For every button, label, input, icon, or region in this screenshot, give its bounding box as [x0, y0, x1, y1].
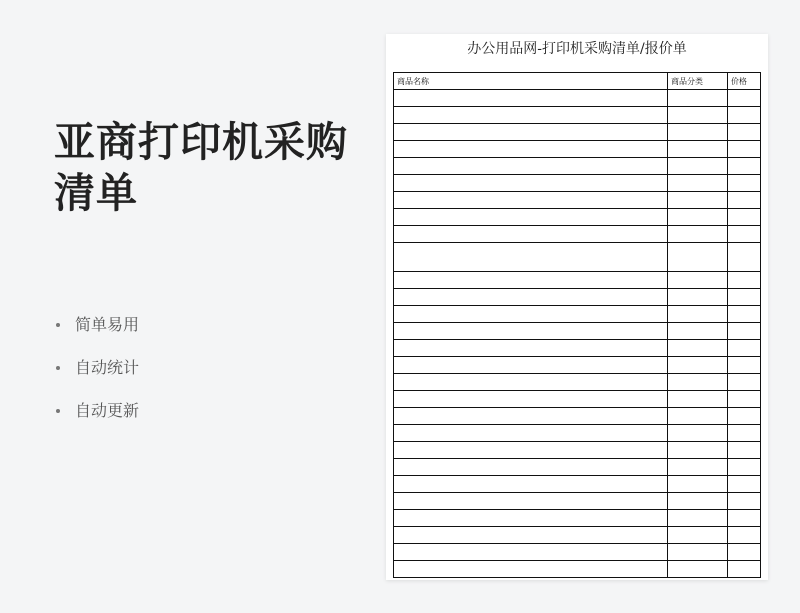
price-cell	[728, 391, 761, 408]
category-cell	[668, 107, 728, 124]
table-row	[394, 158, 761, 175]
product-name-cell	[394, 192, 668, 209]
category-cell	[668, 306, 728, 323]
product-name-cell	[394, 272, 668, 289]
price-cell	[728, 510, 761, 527]
price-cell	[728, 493, 761, 510]
table-row	[394, 107, 761, 124]
product-name-cell	[394, 476, 668, 493]
product-name-cell	[394, 527, 668, 544]
category-cell	[668, 124, 728, 141]
price-cell	[728, 340, 761, 357]
table-row	[394, 90, 761, 107]
product-name-cell	[394, 175, 668, 192]
table-row	[394, 226, 761, 243]
table-row	[394, 493, 761, 510]
table-row	[394, 192, 761, 209]
product-name-cell	[394, 391, 668, 408]
table-row	[394, 391, 761, 408]
table-row	[394, 323, 761, 340]
table-row	[394, 357, 761, 374]
feature-item	[54, 399, 139, 442]
price-cell	[728, 527, 761, 544]
price-cell	[728, 209, 761, 226]
product-name-cell	[394, 357, 668, 374]
sheet-title: 办公用品网-打印机采购清单/报价单	[467, 41, 687, 57]
column-header-price: 价格	[728, 73, 761, 90]
product-name-cell	[394, 306, 668, 323]
category-cell	[668, 510, 728, 527]
price-cell	[728, 226, 761, 243]
price-cell	[728, 323, 761, 340]
category-cell	[668, 544, 728, 561]
product-name-cell	[394, 124, 668, 141]
table-row	[394, 408, 761, 425]
category-cell	[668, 561, 728, 578]
category-cell	[668, 391, 728, 408]
feature-list	[54, 313, 139, 442]
category-cell	[668, 323, 728, 340]
table-row	[394, 459, 761, 476]
table-row	[394, 561, 761, 578]
category-cell	[668, 90, 728, 107]
price-cell	[728, 442, 761, 459]
table-row	[394, 209, 761, 226]
product-name-cell	[394, 243, 668, 272]
product-name-cell	[394, 442, 668, 459]
feature-label: 自动更新	[75, 401, 140, 420]
category-cell	[668, 272, 728, 289]
feature-item	[54, 313, 139, 356]
category-cell	[668, 289, 728, 306]
price-cell	[728, 243, 761, 272]
price-cell	[728, 306, 761, 323]
table-row	[394, 425, 761, 442]
price-cell	[728, 374, 761, 391]
price-cell	[728, 561, 761, 578]
table-row	[394, 476, 761, 493]
product-name-cell	[394, 340, 668, 357]
category-cell	[668, 493, 728, 510]
table-row	[394, 527, 761, 544]
price-cell	[728, 459, 761, 476]
product-name-cell	[394, 289, 668, 306]
price-cell	[728, 192, 761, 209]
category-cell	[668, 357, 728, 374]
table-row	[394, 141, 761, 158]
price-cell	[728, 425, 761, 442]
bullet-icon	[56, 366, 60, 370]
product-name-cell	[394, 90, 668, 107]
table-row	[394, 306, 761, 323]
feature-label: 自动统计	[75, 358, 140, 377]
feature-label: 简单易用	[75, 315, 140, 334]
product-name-cell	[394, 323, 668, 340]
table-row	[394, 544, 761, 561]
price-cell	[728, 175, 761, 192]
price-cell	[728, 476, 761, 493]
category-cell	[668, 158, 728, 175]
category-cell	[668, 141, 728, 158]
table-row	[394, 175, 761, 192]
page-headline: 亚商打印机采购清单	[54, 118, 348, 217]
category-cell	[668, 340, 728, 357]
product-name-cell	[394, 544, 668, 561]
price-cell	[728, 544, 761, 561]
product-name-cell	[394, 141, 668, 158]
category-cell	[668, 226, 728, 243]
product-name-cell	[394, 561, 668, 578]
price-cell	[728, 107, 761, 124]
product-name-cell	[394, 374, 668, 391]
category-cell	[668, 408, 728, 425]
table-row	[394, 272, 761, 289]
spreadsheet-preview	[386, 34, 768, 580]
column-header-category: 商品分类	[668, 73, 728, 90]
product-name-cell	[394, 107, 668, 124]
category-cell	[668, 527, 728, 544]
purchase-table	[393, 72, 761, 578]
category-cell	[668, 175, 728, 192]
product-name-cell	[394, 425, 668, 442]
category-cell	[668, 442, 728, 459]
product-name-cell	[394, 209, 668, 226]
table-row	[394, 442, 761, 459]
price-cell	[728, 408, 761, 425]
price-cell	[728, 90, 761, 107]
category-cell	[668, 425, 728, 442]
price-cell	[728, 141, 761, 158]
table-body	[394, 90, 761, 578]
bullet-icon	[56, 323, 60, 327]
product-name-cell	[394, 158, 668, 175]
feature-item	[54, 356, 139, 399]
column-header-product-name: 商品名称	[394, 73, 668, 90]
category-cell	[668, 243, 728, 272]
product-name-cell	[394, 459, 668, 476]
table-row	[394, 374, 761, 391]
table-row	[394, 243, 761, 272]
category-cell	[668, 459, 728, 476]
price-cell	[728, 124, 761, 141]
category-cell	[668, 476, 728, 493]
table-row	[394, 510, 761, 527]
bullet-icon	[56, 409, 60, 413]
price-cell	[728, 272, 761, 289]
price-cell	[728, 158, 761, 175]
table-row	[394, 289, 761, 306]
product-name-cell	[394, 226, 668, 243]
category-cell	[668, 374, 728, 391]
category-cell	[668, 209, 728, 226]
category-cell	[668, 192, 728, 209]
product-name-cell	[394, 493, 668, 510]
price-cell	[728, 289, 761, 306]
product-name-cell	[394, 408, 668, 425]
product-name-cell	[394, 510, 668, 527]
price-cell	[728, 357, 761, 374]
table-header-row	[394, 73, 761, 90]
table-row	[394, 124, 761, 141]
table-row	[394, 340, 761, 357]
